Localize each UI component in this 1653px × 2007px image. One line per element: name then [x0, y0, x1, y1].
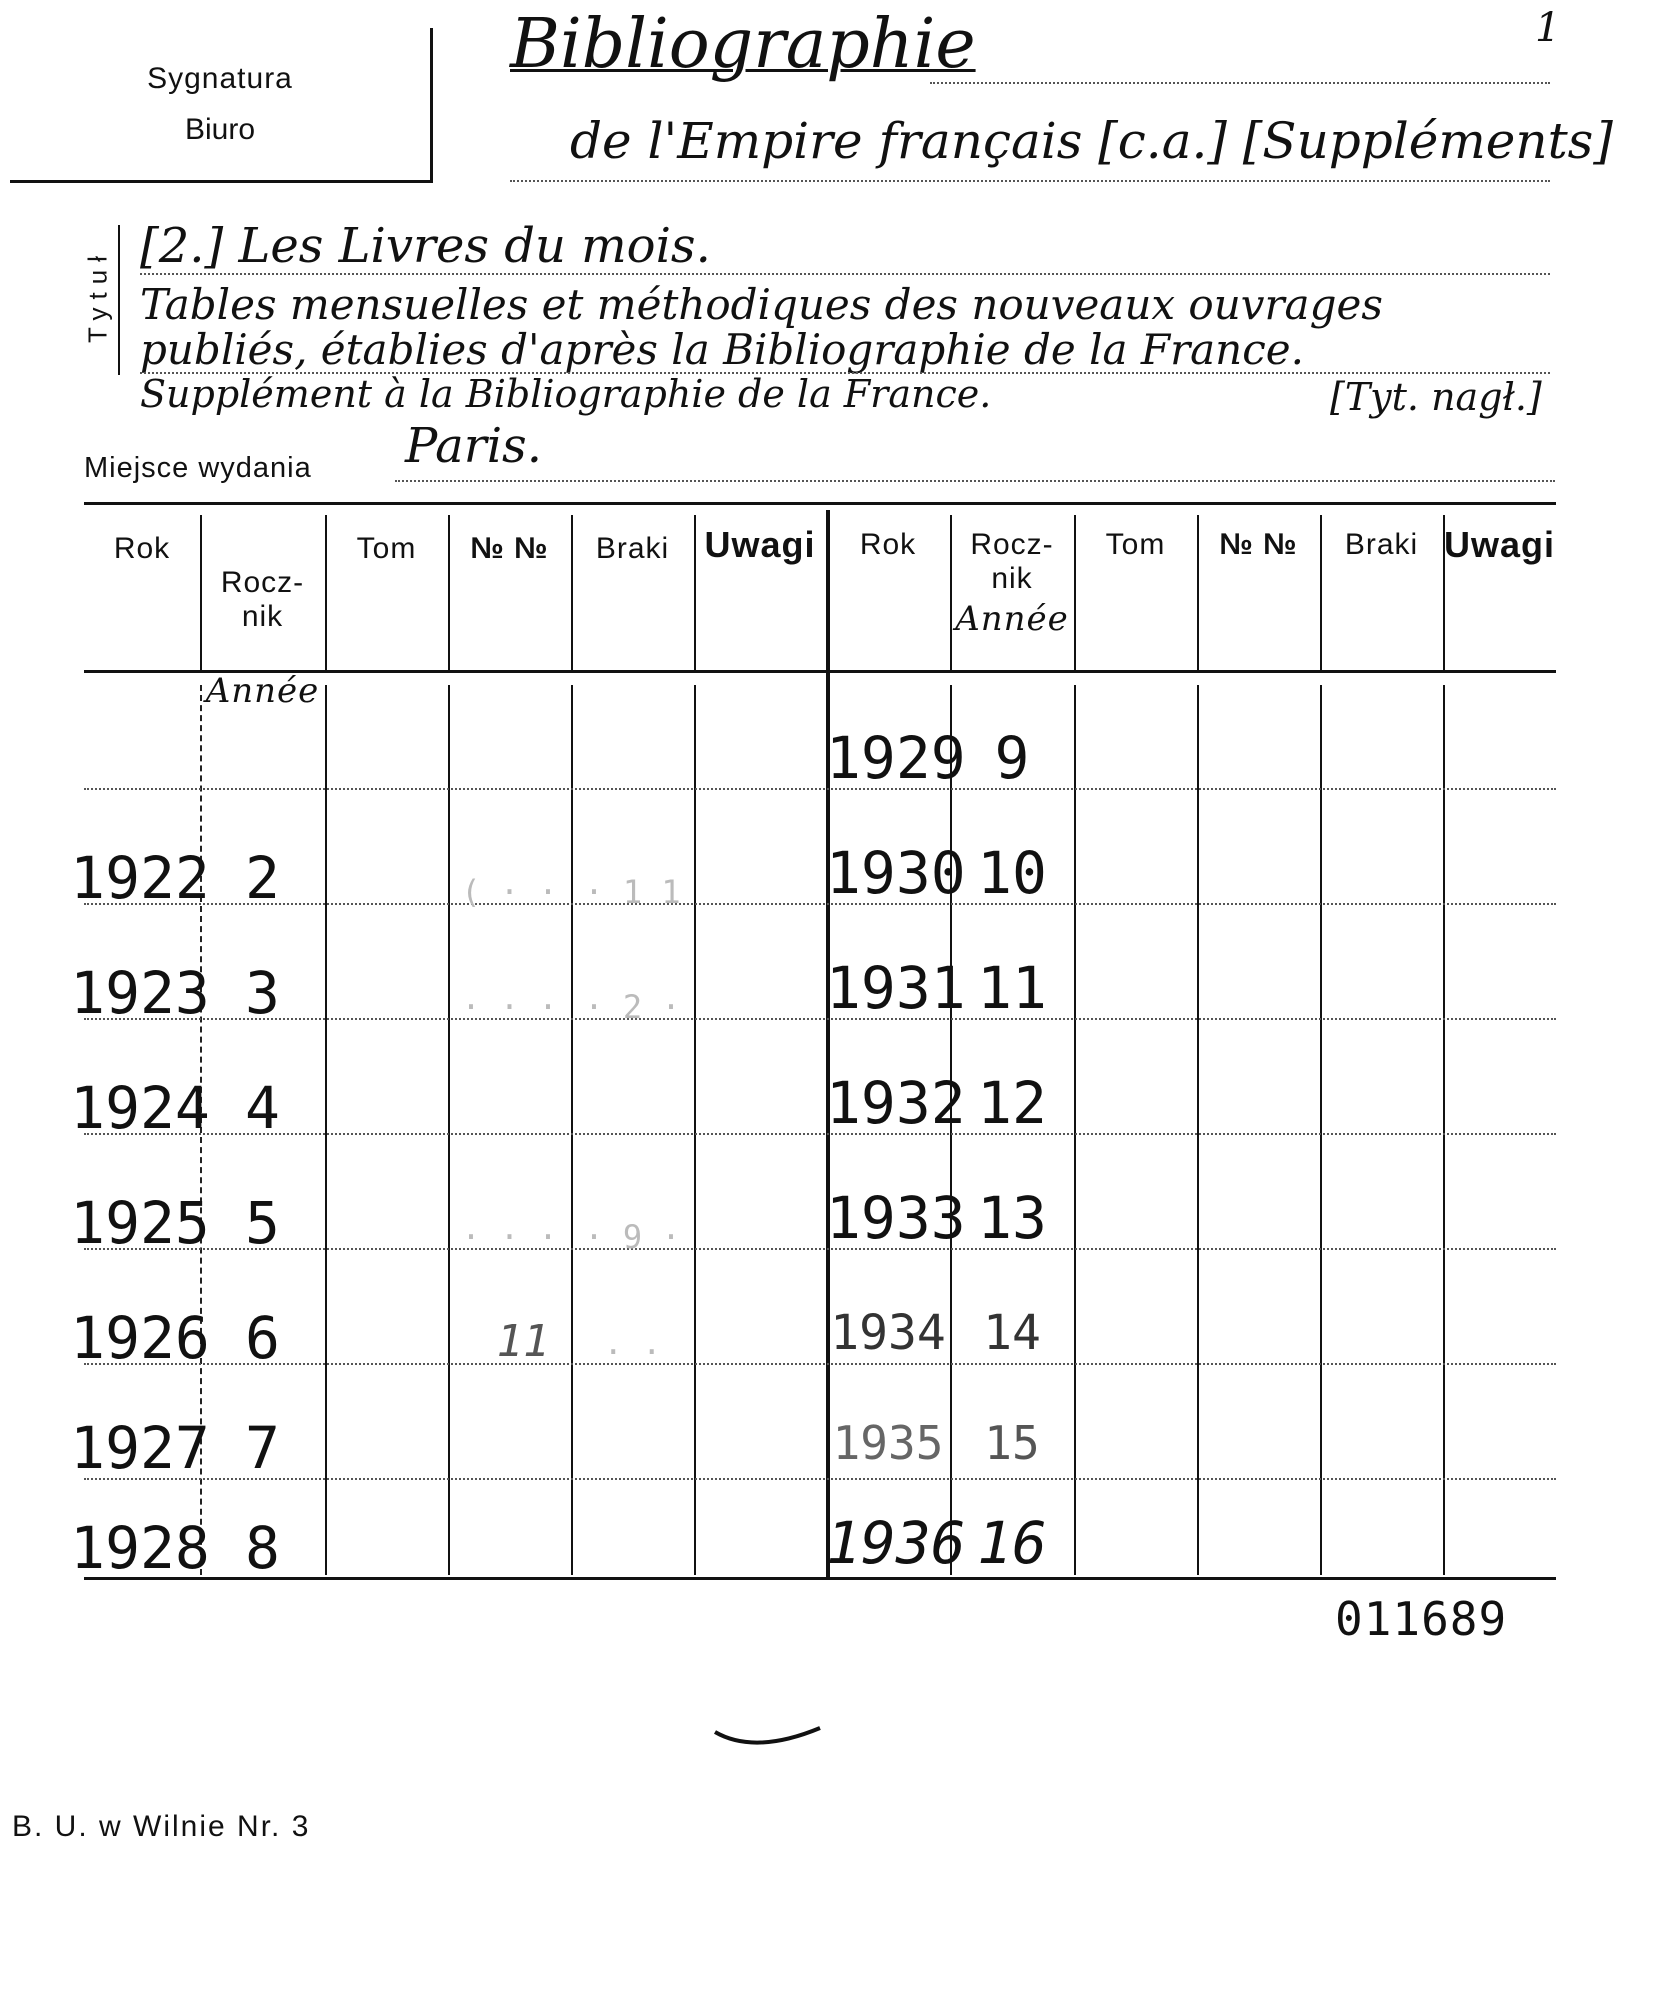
right-row-4-rok: 1933: [826, 1184, 966, 1252]
sygnatura-box: [10, 28, 433, 183]
right-row-4-rocznik: 13: [977, 1184, 1047, 1252]
ink-stroke: [710, 1720, 830, 1760]
title-dotline-1: [930, 82, 1550, 84]
left-row-5-braki: · ·: [603, 1333, 662, 1371]
title-main: Bibliographie: [510, 5, 976, 84]
left-row-6-rok: 1927: [70, 1414, 210, 1482]
stamp-number: 011689: [1335, 1592, 1508, 1646]
left-row-2-braki: · 2 ·: [584, 988, 681, 1026]
tytul-line-3: publiés, établies d'après la Bibliographie de la France.: [140, 325, 1304, 374]
sygnatura-label: Sygnatura: [147, 62, 293, 95]
page-number: 1: [1535, 5, 1561, 51]
left-row-6-rocznik: 7: [245, 1414, 280, 1482]
vline-b-8: [1197, 685, 1199, 1575]
header-braki-left: Braki: [595, 532, 670, 565]
left-row-1-rok: 1922: [70, 844, 210, 912]
vline-b-10: [1443, 685, 1445, 1575]
tytul-dotline-1: [140, 273, 1550, 275]
tytul-note: [Tyt. nagł.]: [1330, 375, 1542, 419]
tytul-line-2: Tables mensuelles et méthodiques des nouveaux ouvrages: [140, 280, 1383, 329]
left-row-5-rok: 1926: [70, 1304, 210, 1372]
miejsce-value: Paris.: [405, 418, 542, 474]
right-row-1-rok: 1930: [826, 839, 966, 907]
left-row-3-rok: 1924: [70, 1074, 210, 1142]
row-sep-7: [84, 1478, 1556, 1480]
header-tom-right: Tom: [1105, 528, 1166, 561]
right-row-6-rocznik: 15: [984, 1416, 1040, 1470]
left-row-1-rocznik: 2: [245, 844, 280, 912]
right-row-7-rocznik: 16: [977, 1509, 1047, 1577]
right-row-7-rok: 1936: [826, 1509, 966, 1577]
tytul-label-block: [78, 220, 113, 380]
tytul-line-4: Supplément à la Bibliographie de la France.: [140, 372, 992, 416]
right-row-5-rok: 1934: [830, 1305, 946, 1361]
header-annee-left: Année: [205, 671, 320, 711]
header-rok-left: Rok: [113, 532, 171, 565]
title-line2: de l'Empire français [c.a.] [Suppléments]: [570, 112, 1613, 170]
tytul-label: Tytuł: [82, 248, 113, 343]
footer-text: B. U. w Wilnie Nr. 3: [12, 1810, 311, 1843]
left-row-5-nr: 11: [496, 1316, 550, 1367]
left-row-2-rok: 1923: [70, 959, 210, 1027]
tytul-line-1: [2.] Les Livres du mois.: [140, 218, 711, 274]
header-rocznik-left: [200, 532, 325, 742]
vline-b-9: [1320, 685, 1322, 1575]
header-uwagi-right: Uwagi: [1443, 524, 1555, 565]
left-row-4-rocznik: 5: [245, 1189, 280, 1257]
left-row-1-braki: · 1 1: [584, 873, 681, 911]
right-row-0-rok: 1929: [826, 724, 966, 792]
right-row-1-rocznik: 10: [977, 839, 1047, 907]
left-row-4-nr: · · ·: [461, 1218, 558, 1256]
right-row-2-rok: 1931: [826, 954, 966, 1022]
left-row-3-rocznik: 4: [245, 1074, 280, 1142]
header-rocznik-right-text: Rocz- nik: [970, 528, 1054, 595]
header-tom-left: Tom: [356, 532, 417, 565]
vline-b-2: [325, 685, 327, 1575]
right-row-0-rocznik: 9: [994, 724, 1030, 792]
header-braki-right: Braki: [1344, 528, 1419, 561]
header-uwagi-left: Uwagi: [704, 524, 816, 565]
left-row-4-rok: 1925: [70, 1189, 210, 1257]
left-row-7-rok: 1928: [70, 1514, 210, 1582]
right-row-3-rok: 1932: [826, 1069, 966, 1137]
header-rocznik-right: [950, 528, 1074, 639]
header-nr-left: № №: [470, 532, 549, 565]
row-sep-1: [84, 788, 1556, 790]
right-row-5-rocznik: 14: [983, 1305, 1041, 1361]
left-row-5-rocznik: 6: [245, 1304, 280, 1372]
left-row-4-braki: · 9 ·: [584, 1218, 681, 1256]
header-annee-right: Année: [955, 599, 1069, 639]
left-row-1-nr: ( · ·: [461, 873, 558, 911]
left-row-2-nr: · · ·: [461, 988, 558, 1026]
table-top-line: [84, 502, 1556, 505]
miejsce-dotline: [395, 480, 1555, 482]
vline-b-4: [571, 685, 573, 1575]
title-dotline-2: [510, 180, 1550, 182]
vline-b-5: [694, 685, 696, 1575]
left-row-2-rocznik: 3: [245, 959, 280, 1027]
header-nr-right: № №: [1219, 528, 1298, 561]
header-rok-right: Rok: [859, 528, 917, 561]
biuro-label: Biuro: [184, 113, 256, 146]
vline-b-7: [1074, 685, 1076, 1575]
header-rocznik-left-text: Rocz- nik: [220, 566, 305, 633]
miejsce-label: Miejsce wydania: [84, 452, 312, 484]
right-row-3-rocznik: 12: [977, 1069, 1047, 1137]
right-row-6-rok: 1935: [832, 1416, 944, 1470]
tytul-bracket: [118, 225, 128, 375]
left-row-7-rocznik: 8: [245, 1514, 280, 1582]
right-row-2-rocznik: 11: [977, 954, 1047, 1022]
vline-b-3: [448, 685, 450, 1575]
